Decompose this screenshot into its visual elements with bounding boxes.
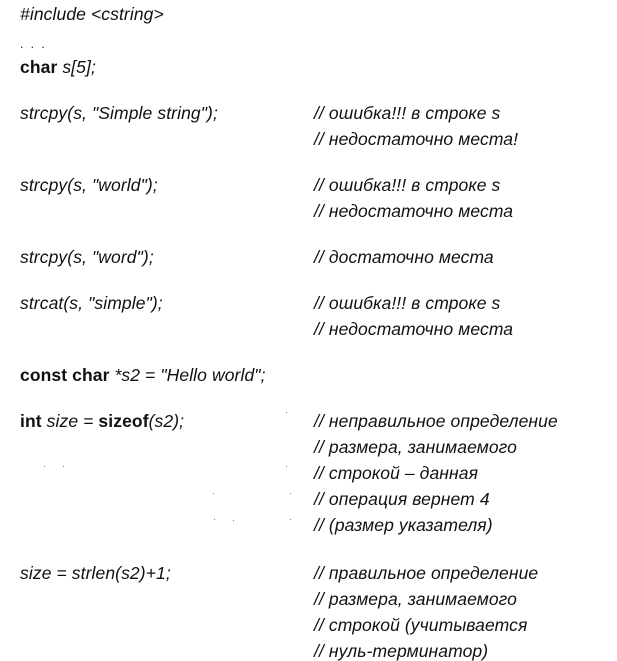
scan-speck xyxy=(286,412,287,413)
sizeof-part2: (s2); xyxy=(148,411,185,431)
sizeof-part1: size = xyxy=(41,411,99,431)
scan-speck xyxy=(44,466,45,467)
comment-line: // размера, занимаемого xyxy=(314,589,518,609)
include-line: #include <cstring> xyxy=(20,4,164,24)
keyword-int: int xyxy=(20,411,42,431)
keyword-char: char xyxy=(20,57,58,77)
scan-speck xyxy=(233,520,234,521)
comment-line: // строкой (учитывается xyxy=(314,615,528,635)
comment-line: // недостаточно места! xyxy=(314,129,519,149)
comment-line: // ошибка!!! в строке s xyxy=(314,293,501,313)
keyword-const: const xyxy=(20,365,68,385)
strlen-line: size = strlen(s2)+1; xyxy=(20,563,171,583)
comment-line: // размера, занимаемого xyxy=(314,437,518,457)
scan-speck xyxy=(290,519,291,520)
strcat-simple-line: strcat(s, "simple"); xyxy=(20,293,163,313)
const-char-rest: *s2 = "Hello world"; xyxy=(109,365,266,385)
comment-line: // недостаточно места xyxy=(314,319,514,339)
keyword-char: char xyxy=(67,365,110,385)
scan-speck xyxy=(63,466,64,467)
scan-speck xyxy=(286,466,287,467)
strcpy-word-line: strcpy(s, "word"); xyxy=(20,247,154,267)
comment-line: // строкой – данная xyxy=(314,463,479,483)
comment-line: // недостаточно места xyxy=(314,201,514,221)
comment-line: // правильное определение xyxy=(314,563,539,583)
scan-speck xyxy=(213,493,214,494)
declaration-line xyxy=(20,57,96,77)
comment-line: // ошибка!!! в строке s xyxy=(314,103,501,123)
keyword-sizeof: sizeof xyxy=(98,411,149,431)
ellipsis: . . . xyxy=(20,37,47,51)
comment-line: // нуль-терминатор) xyxy=(314,641,489,661)
comment-line: // операция вернет 4 xyxy=(314,489,490,509)
scan-speck xyxy=(214,519,215,520)
scan-speck xyxy=(290,493,291,494)
const-char-line xyxy=(20,365,266,385)
comment-line: // ошибка!!! в строке s xyxy=(314,175,501,195)
strcpy-simple-string-line: strcpy(s, "Simple string"); xyxy=(20,103,218,123)
sizeof-line xyxy=(20,411,184,431)
comment-line: // достаточно места xyxy=(314,247,494,267)
strcpy-world-line: strcpy(s, "world"); xyxy=(20,175,158,195)
comment-line: // неправильное определение xyxy=(314,411,558,431)
comment-line: // (размер указателя) xyxy=(314,515,493,535)
declaration-rest: s[5]; xyxy=(57,57,96,77)
